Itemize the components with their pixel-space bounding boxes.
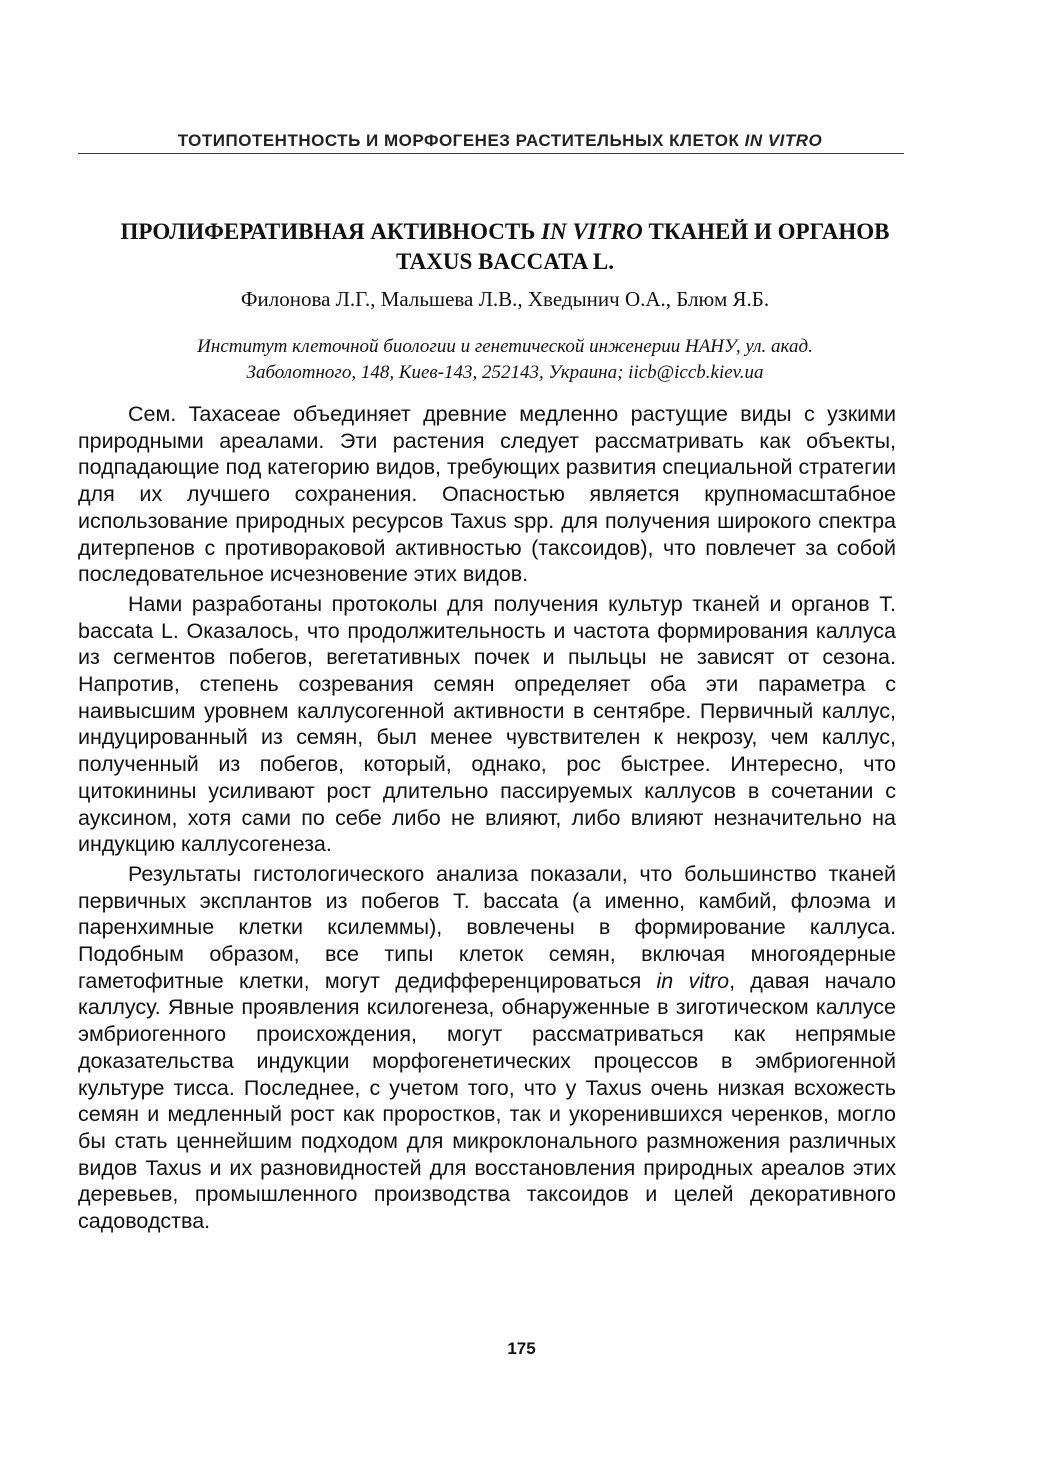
running-header-text: ТОТИПОТЕНТНОСТЬ И МОРФОГЕНЕЗ РАСТИТЕЛЬНЫХ КЛЕТОК: [177, 131, 740, 150]
paragraph-2: Нами разработаны протоколы для получения культур тканей и органов T. baccata L. Оказалось, что продолжительность и частота формирования каллуса из сегментов побегов, вегетативных почек и пыльцы не зависят от сезона. Напротив, степень созревания семян определяет оба эти параметра с наивысшим уровнем каллусогенной активности в сентябре. Первичный каллус, индуцированный из семян, был менее чувствителен к некрозу, чем каллус, полученный из побегов, который, однако, рос быстрее. Интересно, что цитокинины усиливают рост длительно пассируемых каллусов в сочетании с ауксином, хотя сами по себе либо не влияют, либо влияют незначительно на индукцию каллусогенеза.: [78, 591, 896, 857]
paragraph-1: Сем. Taxaceae объединяет древние медленно растущие виды с узкими природными ареалами. Эти растения следует рассматривать как объекты, подпадающие под категорию видов, требующих развития специальной стратегии для их лучшего сохранения. Опасностью является крупномасштабное использование природных ресурсов Taxus spp. для получения широкого спектра дитерпенов с противораковой активностью (таксоидов), что повлечет за собой последовательное исчезновение этих видов.: [78, 402, 896, 587]
paragraph-3-part-b: , давая начало каллусу. Явные проявления ксилогенеза, обнаруженные в зиготическом каллусе эмбриогенного происхождения, могут рассматриваться как непрямые доказательства индукции морфогенетических процессов в эмбриогенной культуре тисса. Последнее, с учетом того, что у Taxus очень низкая всхожесть семян и медленный рост как проростков, так и укоренившихся черенков, могло бы стать ценнейшим подходом для микроклонального размножения различных видов Taxus и их разновидностей для восстановления природных ареалов этих деревьев, промышленного производства таксоидов и целей декоративного садоводства.: [78, 968, 896, 1234]
paragraph-3: [78, 861, 896, 1235]
title-line2: TAXUS BACCATA L.: [396, 249, 614, 274]
article-body: [78, 401, 896, 1238]
page-number: 175: [507, 1339, 536, 1358]
title-part2: ТКАНЕЙ И ОРГАНОВ: [648, 219, 890, 244]
title-part1: ПРОЛИФЕРАТИВНАЯ АКТИВНОСТЬ: [120, 219, 536, 244]
header-rule: [78, 153, 904, 154]
paragraph-3-part-a: Результаты гистологического анализа показали, что большинство тканей первичных эксплантов из побегов T. baccata (а именно, камбий, флоэма и паренхимные клетки ксилеммы), вовлечены в формирование каллуса. Подобным образом, все типы клеток семян, включая многоядерные гаметофитные клетки, могут дедифференцироваться: [78, 861, 896, 993]
article-title: [60, 217, 950, 277]
running-header: [100, 131, 900, 151]
paragraph-3-italic: in vitro: [656, 968, 730, 993]
affiliation: [60, 334, 950, 386]
affiliation-line1: Институт клеточной биологии и генетической инженерии НАНУ, ул. акад.: [197, 336, 813, 357]
affiliation-line2: Заболотного, 148, Киев-143, 252143, Украина; iicb@iccb.kiev.ua: [246, 362, 764, 383]
authors: Филонова Л.Г., Мальшева Л.В., Хведынич О.А., Блюм Я.Б.: [240, 287, 770, 311]
running-header-italic: IN VITRO: [744, 131, 823, 150]
title-italic: IN VITRO: [541, 219, 643, 244]
